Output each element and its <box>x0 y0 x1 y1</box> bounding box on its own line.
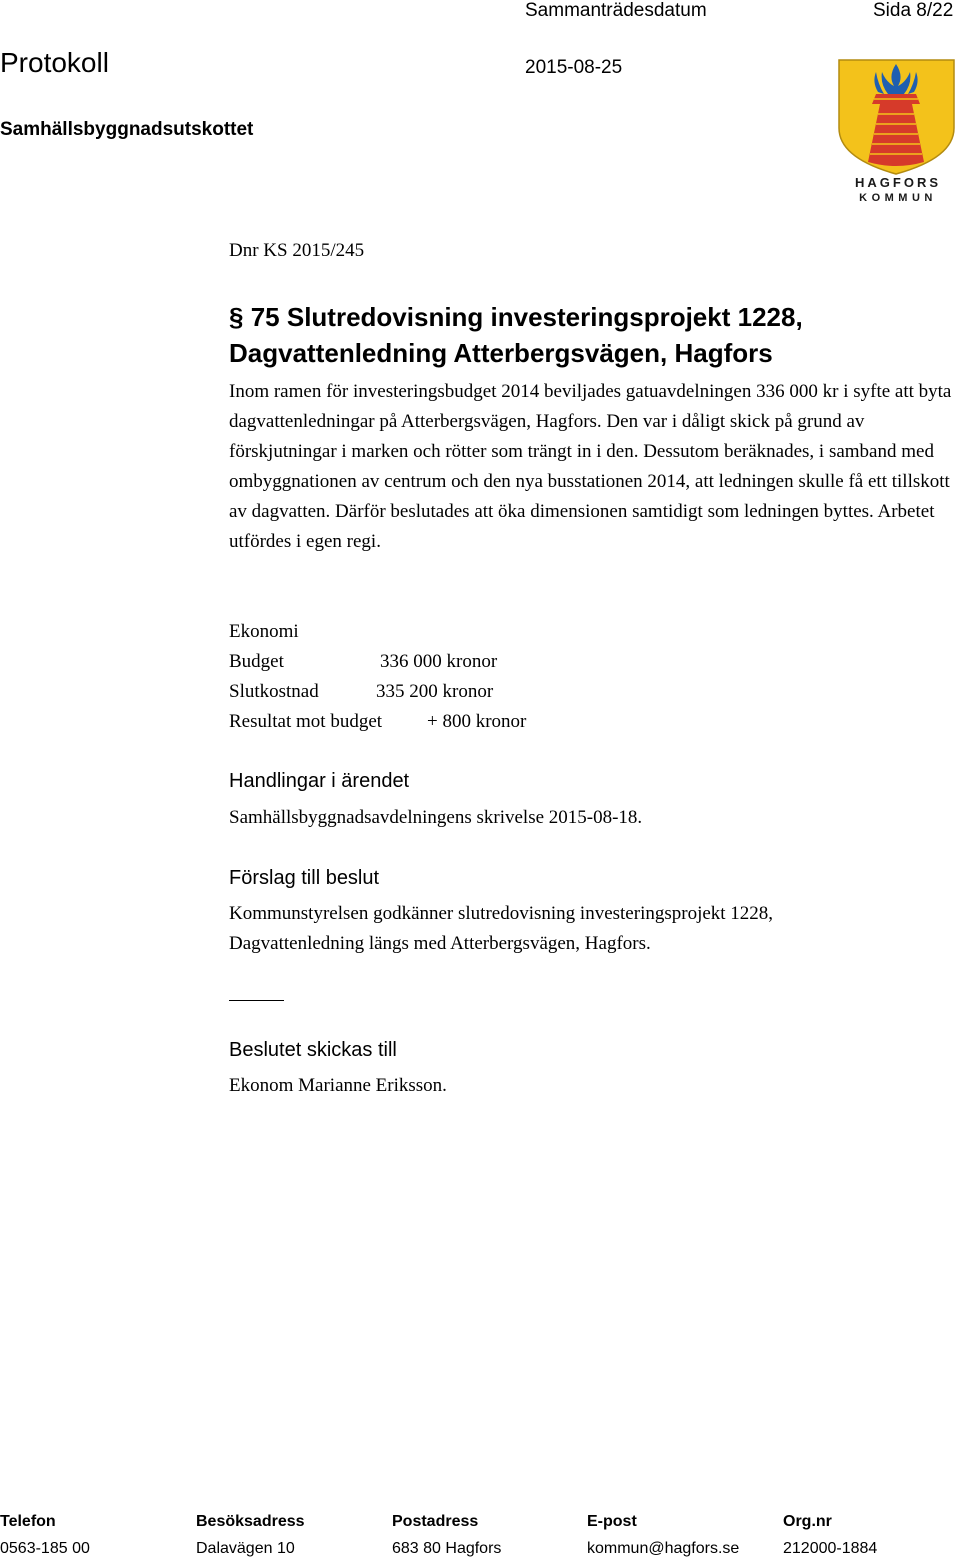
sent-to-text: Ekonom Marianne Eriksson. <box>229 1075 447 1096</box>
documents-title: Handlingar i ärendet <box>229 770 410 792</box>
svg-text:HAGFORS: HAGFORS <box>855 175 941 190</box>
footer-postal-label: Postadress <box>392 1513 479 1530</box>
footer-visit-label: Besöksadress <box>196 1513 305 1530</box>
result-label: Resultat mot budget <box>229 711 383 732</box>
final-cost-value: 335 200 kronor <box>376 681 494 702</box>
proposal-line-1: Kommunstyrelsen godkänner slutredovisning investeringsprojekt 1228, <box>229 903 774 924</box>
final-cost-label: Slutkostnad <box>229 681 319 702</box>
footer-email: kommun@hagfors.se <box>587 1540 740 1557</box>
document-title: Protokoll <box>0 47 109 78</box>
page-number: Sida 8/22 <box>873 0 954 21</box>
sent-to-title: Beslutet skickas till <box>229 1039 397 1061</box>
meeting-date: 2015-08-25 <box>525 57 623 78</box>
footer-visit-address: Dalavägen 10 <box>196 1540 295 1557</box>
description-paragraph: Inom ramen för investeringsbudget 2014 beviljades gatuavdelningen 336 000 kr i syfte att byta dagvattenledningar på Atterbergsvägen, Hagfors. Den var i dåligt skick på grund av förskjutningar i marken och rötter som trängt in i den. Dessutom beräknades, i samband med ombyggnationen av centrum och den nya busstationen 2014, att ledningen skulle få ett tillskott av dagvatten. Därför beslutades att öka dimensionen samtidigt som ledningen byttes. Arbetet utfördes i egen regi. <box>229 381 952 552</box>
budget-value: 336 000 kronor <box>380 651 498 672</box>
hagfors-crest-icon <box>836 58 960 204</box>
heading-line-1: 75 Slutredovisning investeringsprojekt 1228, <box>250 302 803 332</box>
hagfors-kommun-logo <box>836 58 960 204</box>
footer-phone: 0563-185 00 <box>0 1540 90 1557</box>
meeting-date-label: Sammanträdesdatum <box>525 0 707 21</box>
footer-org-label: Org.nr <box>783 1513 832 1530</box>
case-number: Dnr KS 2015/245 <box>229 240 365 261</box>
footer-email-label: E-post <box>587 1513 637 1530</box>
budget-label: Budget <box>229 651 284 672</box>
result-value: + 800 kronor <box>427 711 527 732</box>
footer-phone-label: Telefon <box>0 1513 56 1530</box>
committee-name: Samhällsbyggnadsutskottet <box>0 119 254 140</box>
documents-text: Samhällsbyggnadsavdelningens skrivelse 2015-08-18. <box>229 807 643 828</box>
separator-line <box>229 1000 284 1001</box>
proposal-line-2: Dagvattenledning längs med Atterbergsvägen, Hagfors. <box>229 933 651 954</box>
footer-postal-address: 683 80 Hagfors <box>392 1540 502 1557</box>
heading-line-2: Dagvattenledning Atterbergsvägen, Hagfors <box>229 338 773 368</box>
footer-org-number: 212000-1884 <box>783 1540 878 1557</box>
proposal-title: Förslag till beslut <box>229 867 380 889</box>
section-heading <box>229 299 955 371</box>
economy-title: Ekonomi <box>229 621 299 642</box>
svg-text:KOMMUN: KOMMUN <box>859 192 937 204</box>
paragraph-symbol: § <box>229 302 244 332</box>
